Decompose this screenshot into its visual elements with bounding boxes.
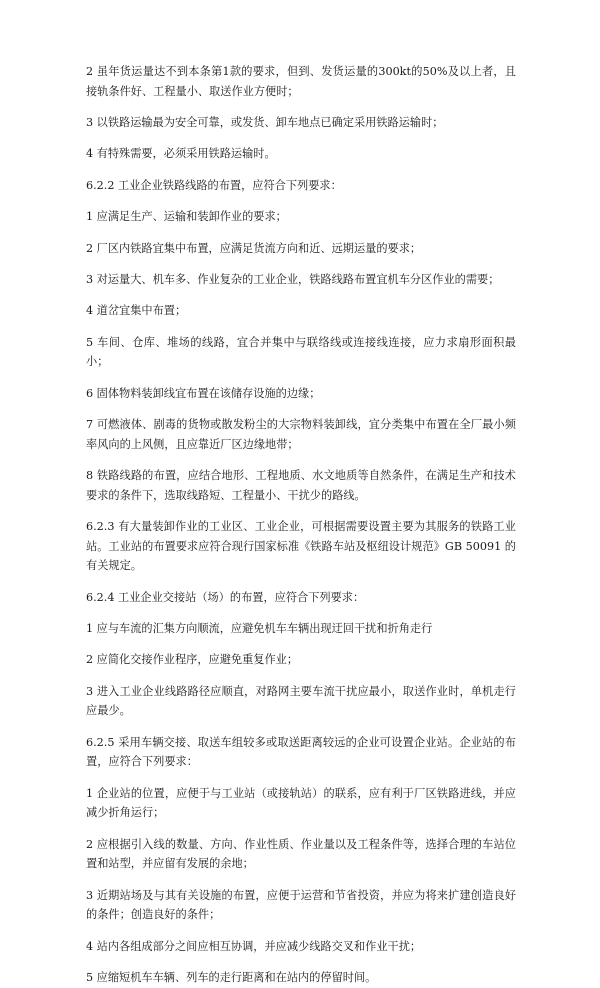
clause-6-2-5-item-5: 5 应缩短机车车辆、列车的走行距离和在站内的停留时间。 xyxy=(86,971,377,985)
clause-6-2-1-item-2: 2 虽年货运量达不到本条第1款的要求，但到、发货运量的300kt的50%及以上者，且接轨条件好、工程量小、取送作业方便时； xyxy=(86,65,516,98)
clause-6-2-2-item-1: 1 应满足生产、运输和装卸作业的要求； xyxy=(86,210,287,224)
clause-6-2-5-heading: 6.2.5 采用车辆交接、取送车组较多或取送距离较远的企业可设置企业站。企业站的布置，应符合下列要求： xyxy=(86,735,516,769)
clause-6-2-5-item-2: 2 应根据引入线的数量、方向、作业性质、作业量以及工程条件等，选择合理的车站位置和站型，并应留有发展的余地； xyxy=(86,837,516,871)
clause-6-2-4-item-3: 3 进入工业企业线路路径应顺直，对路网主要车流干扰应最小，取送作业时，单机走行应最少。 xyxy=(86,684,516,718)
clause-6-2-1-item-3: 3 以铁路运输最为安全可靠，或发货、卸车地点已确定采用铁路运输时； xyxy=(86,115,444,129)
clause-6-2-4-item-1: 1 应与车流的汇集方向顺流，应避免机车车辆出现迂回干扰和折角走行 xyxy=(86,622,433,636)
clause-6-2-5-item-1: 1 企业站的位置，应便于与工业站（或接轨站）的联系，应有利于厂区铁路进线，并应减少折角运行； xyxy=(86,786,516,820)
clause-6-2-2-item-5: 5 车间、仓库、堆场的线路，宜合并集中与联络线或连接线连接，应力求扇形面积最小； xyxy=(86,335,516,369)
clause-6-2-2-item-8: 8 铁路线路的布置，应结合地形、工程地质、水文地质等自然条件，在满足生产和技术要求的条件下，选取线路短、工程量小、干扰少的路线。 xyxy=(86,469,516,502)
clause-6-2-2-item-2: 2 厂区内铁路宜集中布置，应满足货流方向和近、远期运量的要求； xyxy=(86,241,422,255)
clause-6-2-3: 6.2.3 有大量装卸作业的工业区、工业企业，可根据需要设置主要为其服务的铁路工业站。工业站的布置要求应符合现行国家标准《铁路车站及枢纽设计规范》GB 50091 的有关规定。 xyxy=(86,520,516,573)
clause-6-2-2-item-3: 3 对运量大、机车多、作业复杂的工业企业，铁路线路布置宜机车分区作业的需要； xyxy=(86,272,500,286)
clause-6-2-2-heading: 6.2.2 工业企业铁路线路的布置，应符合下列要求： xyxy=(86,178,342,192)
clause-6-2-5-item-4: 4 站内各组成部分之间应相互协调，并应减少线路交叉和作业干扰； xyxy=(86,939,422,953)
clause-6-2-1-item-4: 4 有特殊需要，必须采用铁路运输时。 xyxy=(86,147,276,161)
clause-6-2-4-item-2: 2 应简化交接作业程序，应避免重复作业； xyxy=(86,653,299,667)
clause-6-2-2-item-4: 4 道岔宜集中布置； xyxy=(86,304,187,318)
clause-6-2-2-item-6: 6 固体物料装卸线宜布置在该储存设施的边缘； xyxy=(86,386,321,400)
clause-6-2-2-item-7: 7 可燃液体、剧毒的货物或散发粉尘的大宗物料装卸线，宜分类集中布置在全厂最小频率风向的上风侧，且应靠近厂区边缘地带； xyxy=(86,418,516,451)
clause-6-2-4-heading: 6.2.4 工业企业交接站（场）的布置，应符合下列要求： xyxy=(86,590,365,604)
clause-6-2-5-item-3: 3 近期站场及与其有关设施的布置，应便于运营和节省投资，并应为将来扩建创造良好的条件；创造良好的条件； xyxy=(86,888,516,922)
